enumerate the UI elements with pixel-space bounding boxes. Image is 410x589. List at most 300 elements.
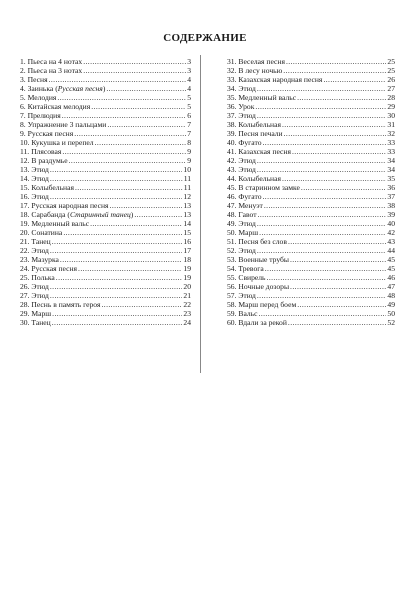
dot-leader xyxy=(110,201,183,210)
toc-entry-label: 18. Сарабанда ( xyxy=(20,210,70,219)
toc-entry-page-number: 24 xyxy=(183,318,191,327)
dot-leader xyxy=(106,84,186,93)
toc-entry-label: 26. Этюд xyxy=(20,282,49,291)
toc-entry xyxy=(20,210,191,219)
toc-entry xyxy=(20,165,191,174)
toc-entry-title xyxy=(227,111,256,120)
toc-entry-label: 55. Свирель xyxy=(227,273,266,282)
toc-entry-page-number: 34 xyxy=(387,165,395,174)
toc-entry-label: 39. Песня печали xyxy=(227,129,283,138)
toc-entry-page-number: 9 xyxy=(187,147,191,156)
toc-entry-title xyxy=(20,246,49,255)
toc-entry-page-number: 52 xyxy=(387,318,395,327)
toc-entry-title xyxy=(227,228,258,237)
dot-leader xyxy=(255,102,386,111)
dot-leader xyxy=(263,192,387,201)
dot-leader xyxy=(50,192,183,201)
toc-entry-page-number: 19 xyxy=(183,273,191,282)
toc-entry xyxy=(20,84,191,93)
toc-entry xyxy=(227,138,395,147)
toc-entry xyxy=(20,273,191,282)
toc-entry xyxy=(227,129,395,138)
toc-entry-title xyxy=(20,84,105,93)
toc-entry-label: 30. Танец xyxy=(20,318,51,327)
toc-entry-label: 1. Пьеса на 4 нотах xyxy=(20,57,83,66)
toc-entry-title xyxy=(227,165,256,174)
toc-entry-page-number: 5 xyxy=(187,93,191,102)
toc-entry-label: 48. Гавот xyxy=(227,210,257,219)
toc-entry-label: 32. В лесу ночью xyxy=(227,66,283,75)
toc-entry-page-number: 3 xyxy=(187,66,191,75)
page-title: СОДЕРЖАНИЕ xyxy=(163,32,247,44)
dot-leader xyxy=(258,210,387,219)
toc-entry xyxy=(227,165,395,174)
toc-left-column xyxy=(20,57,191,327)
toc-entry-title xyxy=(20,93,56,102)
toc-entry-label: 28. Песнь в память героя xyxy=(20,300,101,309)
toc-entry-page-number: 15 xyxy=(183,228,191,237)
toc-entry xyxy=(20,183,191,192)
dot-leader xyxy=(52,309,182,318)
toc-entry-page-number: 13 xyxy=(183,210,191,219)
toc-entry-title xyxy=(20,237,51,246)
toc-entry-subtitle: Русская песня xyxy=(57,84,103,93)
dot-leader xyxy=(91,102,186,111)
toc-entry-label: 10. Кукушка и перепел xyxy=(20,138,94,147)
toc-entry-page-number: 11 xyxy=(183,183,191,192)
toc-entry-label: 33. Казахская народная песня xyxy=(227,75,323,84)
toc-entry-title xyxy=(227,264,264,273)
toc-entry-title xyxy=(227,201,263,210)
toc-entry-title xyxy=(20,300,100,309)
toc-entry xyxy=(20,111,191,120)
toc-entry-label: 44. Колыбельная xyxy=(227,174,281,183)
toc-entry xyxy=(227,228,395,237)
toc-entry xyxy=(227,282,395,291)
dot-leader xyxy=(74,129,186,138)
toc-entry-page-number: 23 xyxy=(183,309,191,318)
toc-entry-label: 41. Казахская песня xyxy=(227,147,291,156)
toc-entry-label: 35. Медленный вальс xyxy=(227,93,297,102)
dot-leader xyxy=(292,147,386,156)
toc-entry-page-number: 26 xyxy=(387,75,395,84)
toc-entry-title xyxy=(20,75,48,84)
toc-entry-label: 45. В старинном замке xyxy=(227,183,300,192)
dot-leader xyxy=(264,201,387,210)
toc-entry xyxy=(20,237,191,246)
toc-entry xyxy=(227,120,395,129)
toc-entry-label: 37. Этюд xyxy=(227,111,256,120)
toc-entry-page-number: 8 xyxy=(187,138,191,147)
toc-entry-page-number: 18 xyxy=(183,255,191,264)
toc-entry-page-number: 4 xyxy=(187,84,191,93)
toc-entry xyxy=(227,237,395,246)
toc-entry-page-number: 47 xyxy=(387,282,395,291)
toc-entry-page-number: 39 xyxy=(387,210,395,219)
toc-entry-title xyxy=(227,147,291,156)
toc-entry xyxy=(20,156,191,165)
dot-leader xyxy=(297,93,386,102)
toc-entry-title xyxy=(20,255,59,264)
toc-entry-label: 9. Русская песня xyxy=(20,129,74,138)
toc-entry xyxy=(227,219,395,228)
toc-entry-label: 13. Этюд xyxy=(20,165,49,174)
dot-leader xyxy=(62,147,186,156)
toc-entry xyxy=(20,291,191,300)
toc-entry-title xyxy=(20,147,61,156)
dot-leader xyxy=(50,246,183,255)
toc-entry-page-number: 46 xyxy=(387,273,395,282)
toc-entry-title xyxy=(227,300,296,309)
toc-entry-page-number: 43 xyxy=(387,237,395,246)
toc-entry-title xyxy=(227,282,289,291)
toc-entry-title xyxy=(20,219,89,228)
dot-leader xyxy=(63,228,182,237)
toc-entry xyxy=(227,66,395,75)
toc-entry-page-number: 17 xyxy=(183,246,191,255)
toc-entry-label: 42. Этюд xyxy=(227,156,256,165)
toc-entry xyxy=(20,120,191,129)
dot-leader xyxy=(283,66,386,75)
toc-entry-page-number: 25 xyxy=(387,57,395,66)
toc-entry-label: 16. Этюд xyxy=(20,192,49,201)
toc-entry-label: 59. Вальс xyxy=(227,309,258,318)
toc-entry-label: 49. Этюд xyxy=(227,219,256,228)
dot-leader xyxy=(267,273,387,282)
dot-leader xyxy=(83,57,186,66)
toc-entry-page-number: 20 xyxy=(183,282,191,291)
toc-entry-title xyxy=(227,210,257,219)
toc-entry-page-number: 16 xyxy=(183,237,191,246)
toc-entry-label: 2. Пьеса на 3 нотах xyxy=(20,66,83,75)
toc-entry xyxy=(20,93,191,102)
toc-entry-label: 4. Заинька ( xyxy=(20,84,58,93)
toc-entry xyxy=(20,147,191,156)
dot-leader xyxy=(323,75,386,84)
dot-leader xyxy=(257,165,387,174)
dot-leader xyxy=(56,273,183,282)
toc-entry-title xyxy=(227,75,322,84)
toc-entry-page-number: 14 xyxy=(183,219,191,228)
dot-leader xyxy=(282,120,386,129)
dot-leader xyxy=(257,291,387,300)
dot-leader xyxy=(263,138,387,147)
toc-entry-title xyxy=(227,66,282,75)
toc-entry-title xyxy=(227,192,262,201)
toc-entry-title xyxy=(20,183,74,192)
toc-entry-label: 7. Прелюдия xyxy=(20,111,61,120)
toc-entry-title xyxy=(227,237,287,246)
dot-leader xyxy=(259,309,387,318)
toc-entry-page-number: 49 xyxy=(387,300,395,309)
toc-entry-label: 21. Танец xyxy=(20,237,51,246)
toc-entry xyxy=(227,93,395,102)
toc-entry xyxy=(20,138,191,147)
toc-entry-page-number: 19 xyxy=(183,264,191,273)
toc-entry-title xyxy=(20,273,55,282)
toc-entry-page-number: 31 xyxy=(387,120,395,129)
dot-leader xyxy=(288,318,386,327)
toc-entry-page-number: 29 xyxy=(387,102,395,111)
toc-entry-page-number: 48 xyxy=(387,291,395,300)
toc-entry xyxy=(20,219,191,228)
toc-entry-title xyxy=(227,84,256,93)
toc-entry-title xyxy=(20,210,133,219)
toc-entry xyxy=(20,192,191,201)
toc-entry-page-number: 5 xyxy=(187,102,191,111)
dot-leader xyxy=(257,219,387,228)
toc-entry-title xyxy=(20,120,106,129)
toc-entry-label: 15. Колыбельная xyxy=(20,183,74,192)
toc-entry-label: 31. Веселая песня xyxy=(227,57,285,66)
toc-entry xyxy=(227,210,395,219)
toc-entry xyxy=(20,264,191,273)
toc-entry-label: 5. Мелодия xyxy=(20,93,57,102)
toc-entry-title xyxy=(20,201,109,210)
toc-entry xyxy=(227,291,395,300)
toc-entry-label: 34. Этюд xyxy=(227,84,256,93)
toc-entry-title xyxy=(20,318,51,327)
toc-entry xyxy=(20,228,191,237)
toc-entry-page-number: 44 xyxy=(387,246,395,255)
toc-entry xyxy=(20,66,191,75)
dot-leader xyxy=(257,84,387,93)
toc-entry xyxy=(227,255,395,264)
toc-entry-label-suffix: ) xyxy=(102,84,106,93)
dot-leader xyxy=(134,210,182,219)
toc-entry-title xyxy=(20,192,49,201)
toc-entry-page-number: 3 xyxy=(187,57,191,66)
toc-entry-label: 51. Песня без слов xyxy=(227,237,287,246)
toc-entry-page-number: 36 xyxy=(387,183,395,192)
toc-entry-label: 27. Этюд xyxy=(20,291,49,300)
toc-entry-title xyxy=(227,246,256,255)
dot-leader xyxy=(62,111,186,120)
toc-entry xyxy=(227,309,395,318)
toc-entry-title xyxy=(227,255,289,264)
toc-entry-title xyxy=(20,66,82,75)
toc-entry-label: 6. Китайская мелодия xyxy=(20,102,91,111)
toc-entry xyxy=(227,246,395,255)
toc-entry-page-number: 22 xyxy=(183,300,191,309)
toc-entry xyxy=(20,300,191,309)
toc-entry-label: 52. Этюд xyxy=(227,246,256,255)
toc-entry-title xyxy=(20,309,51,318)
toc-entry-label: 43. Этюд xyxy=(227,165,256,174)
dot-leader xyxy=(301,183,387,192)
toc-entry xyxy=(227,183,395,192)
dot-leader xyxy=(107,120,186,129)
dot-leader xyxy=(290,282,386,291)
dot-leader xyxy=(52,318,183,327)
column-divider xyxy=(200,55,201,373)
toc-entry-label: 8. Упражнение 3 пальцами xyxy=(20,120,107,129)
toc-entry-title xyxy=(227,57,285,66)
toc-entry xyxy=(227,102,395,111)
toc-entry-label: 40. Фугато xyxy=(227,138,262,147)
toc-entry-page-number: 7 xyxy=(187,120,191,129)
dot-leader xyxy=(52,237,183,246)
toc-entry-label: 36. Урок xyxy=(227,102,255,111)
toc-entry-label: 3. Песня xyxy=(20,75,48,84)
toc-entry-title xyxy=(227,318,287,327)
toc-entry-title xyxy=(20,264,77,273)
toc-entry-page-number: 50 xyxy=(387,309,395,318)
toc-entry-title xyxy=(20,129,73,138)
toc-entry xyxy=(20,201,191,210)
toc-entry-label: 14. Этюд xyxy=(20,174,49,183)
toc-entry-title xyxy=(227,309,258,318)
toc-entry-page-number: 12 xyxy=(183,192,191,201)
toc-entry-label: 25. Полька xyxy=(20,273,55,282)
toc-right-column xyxy=(227,57,395,327)
toc-entry-title xyxy=(20,156,68,165)
toc-entry-page-number: 45 xyxy=(387,264,395,273)
toc-entry-label: 56. Ночные дозоры xyxy=(227,282,290,291)
toc-entry xyxy=(227,318,395,327)
toc-entry-title xyxy=(227,219,256,228)
toc-entry-title xyxy=(227,120,281,129)
toc-entry-label: 12. В раздумье xyxy=(20,156,68,165)
toc-entry-page-number: 33 xyxy=(387,147,395,156)
toc-entry xyxy=(20,75,191,84)
toc-entry xyxy=(227,147,395,156)
toc-entry xyxy=(20,57,191,66)
toc-entry-page-number: 4 xyxy=(187,75,191,84)
dot-leader xyxy=(286,57,386,66)
toc-entry-title xyxy=(20,282,49,291)
toc-entry-label: 53. Военные трубы xyxy=(227,255,289,264)
toc-entry-page-number: 28 xyxy=(387,93,395,102)
toc-entry-title xyxy=(20,291,49,300)
toc-entry-label: 22. Этюд xyxy=(20,246,49,255)
dot-leader xyxy=(50,174,183,183)
toc-entry-label: 17. Русская народная песня xyxy=(20,201,109,210)
toc-entry-page-number: 38 xyxy=(387,201,395,210)
dot-leader xyxy=(284,129,387,138)
toc-entry-page-number: 32 xyxy=(387,129,395,138)
toc-entry-page-number: 40 xyxy=(387,219,395,228)
dot-leader xyxy=(95,138,187,147)
dot-leader xyxy=(57,93,186,102)
toc-entry xyxy=(20,174,191,183)
toc-entry xyxy=(227,174,395,183)
toc-entry-label: 20. Сонатина xyxy=(20,228,63,237)
toc-entry-title xyxy=(20,174,49,183)
toc-entry-title xyxy=(227,138,262,147)
toc-entry-page-number: 7 xyxy=(187,129,191,138)
toc-entry-label: 29. Марш xyxy=(20,309,52,318)
toc-entry-page-number: 9 xyxy=(187,156,191,165)
toc-entry-label: 50. Марш xyxy=(227,228,259,237)
toc-entry xyxy=(227,201,395,210)
toc-entry-label-suffix: ) xyxy=(130,210,134,219)
toc-entry xyxy=(20,102,191,111)
toc-entry-title xyxy=(227,183,300,192)
dot-leader xyxy=(265,264,387,273)
dot-leader xyxy=(297,300,386,309)
toc-entry xyxy=(227,300,395,309)
toc-entry-label: 46. Фугато xyxy=(227,192,262,201)
dot-leader xyxy=(50,282,183,291)
toc-entry xyxy=(227,75,395,84)
toc-entry-title xyxy=(20,138,94,147)
toc-entry-title xyxy=(227,129,283,138)
toc-entry-label: 38. Колыбельная xyxy=(227,120,281,129)
toc-entry-title xyxy=(20,228,62,237)
toc-entry xyxy=(20,282,191,291)
toc-entry-label: 54. Тревога xyxy=(227,264,264,273)
dot-leader xyxy=(78,264,182,273)
dot-leader xyxy=(60,255,183,264)
toc-entry-page-number: 35 xyxy=(387,174,395,183)
dot-leader xyxy=(90,219,182,228)
dot-leader xyxy=(257,156,387,165)
dot-leader xyxy=(288,237,386,246)
toc-entry xyxy=(227,111,395,120)
toc-entry-page-number: 25 xyxy=(387,66,395,75)
dot-leader xyxy=(290,255,386,264)
toc-entry-title xyxy=(227,174,281,183)
toc-entry xyxy=(227,84,395,93)
dot-leader xyxy=(69,156,187,165)
toc-entry-subtitle: Старинный танец xyxy=(69,210,131,219)
toc-entry-label: 57. Этюд xyxy=(227,291,256,300)
toc-entry xyxy=(20,246,191,255)
toc-entry xyxy=(227,156,395,165)
toc-entry-page-number: 45 xyxy=(387,255,395,264)
toc-entry-page-number: 27 xyxy=(387,84,395,93)
dot-leader xyxy=(101,300,182,309)
toc-entry-page-number: 30 xyxy=(387,111,395,120)
toc-entry-page-number: 6 xyxy=(187,111,191,120)
toc-entry-page-number: 21 xyxy=(183,291,191,300)
toc-entry xyxy=(227,273,395,282)
toc-entry-page-number: 37 xyxy=(387,192,395,201)
dot-leader xyxy=(259,228,386,237)
toc-entry-title xyxy=(227,291,256,300)
toc-entry xyxy=(227,264,395,273)
toc-entry-page-number: 11 xyxy=(183,174,191,183)
toc-entry xyxy=(227,192,395,201)
toc-entry-page-number: 33 xyxy=(387,138,395,147)
dot-leader xyxy=(257,246,387,255)
toc-entry-label: 47. Менуэт xyxy=(227,201,263,210)
toc-entry-page-number: 42 xyxy=(387,228,395,237)
toc-entry-label: 11. Плясовая xyxy=(20,147,62,156)
toc-entry-title xyxy=(227,93,296,102)
toc-entry-label: 58. Марш перед боем xyxy=(227,300,297,309)
dot-leader xyxy=(50,165,183,174)
toc-entry-title xyxy=(227,102,254,111)
toc-entry-title xyxy=(227,156,256,165)
toc-entry-title xyxy=(227,273,266,282)
toc-entry xyxy=(227,57,395,66)
toc-entry-page-number: 10 xyxy=(183,165,191,174)
toc-entry xyxy=(20,129,191,138)
toc-entry xyxy=(20,318,191,327)
toc-entry-title xyxy=(20,57,82,66)
toc-entry-title xyxy=(20,165,49,174)
toc-entry-label: 24. Русская песня xyxy=(20,264,78,273)
dot-leader xyxy=(50,291,183,300)
toc-entry-page-number: 13 xyxy=(183,201,191,210)
toc-entry-label: 60. Вдали за рекой xyxy=(227,318,287,327)
dot-leader xyxy=(282,174,386,183)
toc-entry-label: 19. Медленный вальс xyxy=(20,219,90,228)
dot-leader xyxy=(257,111,387,120)
toc-entry xyxy=(20,255,191,264)
